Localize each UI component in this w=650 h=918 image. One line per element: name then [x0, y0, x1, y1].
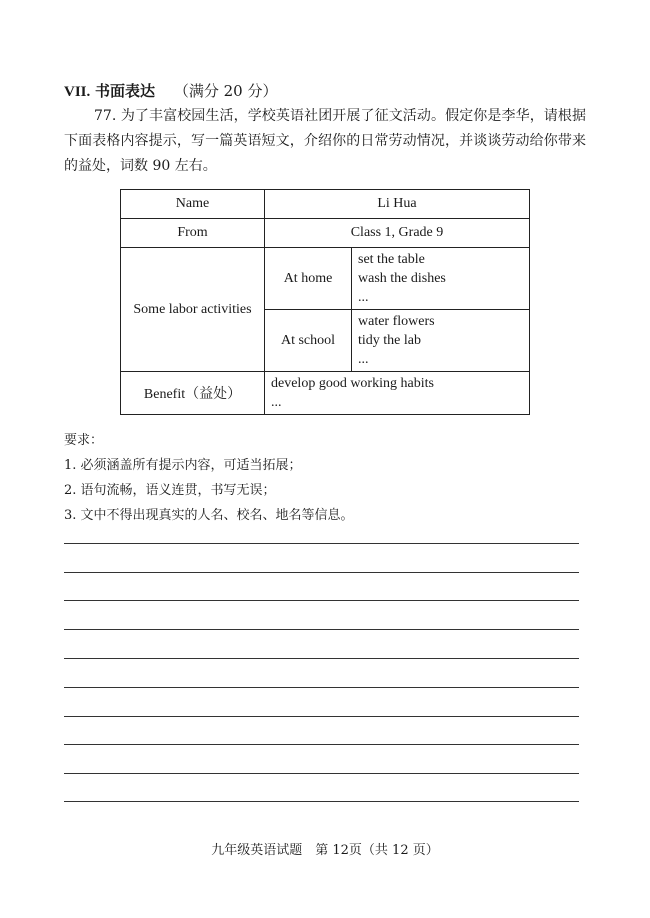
school-label: At school	[265, 310, 352, 372]
answer-line	[64, 543, 579, 544]
answer-line	[64, 801, 579, 802]
answer-line	[64, 658, 579, 659]
section-number: VII.	[64, 84, 91, 100]
answer-line	[64, 600, 579, 601]
section-title: 书面表达	[95, 82, 156, 100]
table-row-name	[121, 190, 530, 219]
home-activities	[352, 248, 530, 310]
section-score: （满分 20 分）	[173, 82, 278, 100]
list-item: ...	[358, 352, 369, 367]
list-item: tidy the lab	[358, 333, 421, 348]
answer-line	[64, 572, 579, 573]
requirements-heading: 要求：	[64, 433, 104, 448]
requirements	[64, 428, 354, 528]
list-item: ...	[358, 290, 369, 305]
table-row-from	[121, 219, 530, 248]
info-table	[120, 189, 530, 415]
requirement-item: 2. 语句流畅，语义连贯，书写无误；	[64, 483, 276, 498]
activities-label: Some labor activities	[121, 248, 265, 372]
home-label: At home	[265, 248, 352, 310]
answer-line	[64, 687, 579, 688]
name-value: Li Hua	[265, 190, 530, 219]
requirement-item: 1. 必须涵盖所有提示内容，可适当拓展；	[64, 458, 302, 473]
list-item: wash the dishes	[358, 271, 446, 286]
answer-line	[64, 773, 579, 774]
list-item: water flowers	[358, 314, 435, 329]
list-item: set the table	[358, 252, 425, 267]
list-item: ...	[271, 395, 282, 410]
table-row-home	[121, 248, 530, 310]
from-label: From	[121, 219, 265, 248]
table-row-benefit	[121, 372, 530, 415]
answer-line	[64, 629, 579, 630]
benefit-items	[265, 372, 530, 415]
requirement-item: 3. 文中不得出现真实的人名、校名、地名等信息。	[64, 508, 354, 523]
from-value: Class 1, Grade 9	[265, 219, 530, 248]
list-item: develop good working habits	[271, 376, 434, 391]
name-label: Name	[121, 190, 265, 219]
question-prompt: 77. 为了丰富校园生活，学校英语社团开展了征文活动。假定你是李华，请根据下面表格内容提示，写一篇英语短文，介绍你的日常劳动情况，并谈谈劳动给你带来的益处，词数 90 左右。	[64, 108, 586, 174]
section-heading	[64, 80, 277, 103]
page-footer: 九年级英语试题 第 12页（共 12 页）	[211, 843, 439, 858]
school-activities	[352, 310, 530, 372]
answer-line	[64, 744, 579, 745]
benefit-label: Benefit（益处）	[121, 372, 265, 415]
answer-line	[64, 716, 579, 717]
